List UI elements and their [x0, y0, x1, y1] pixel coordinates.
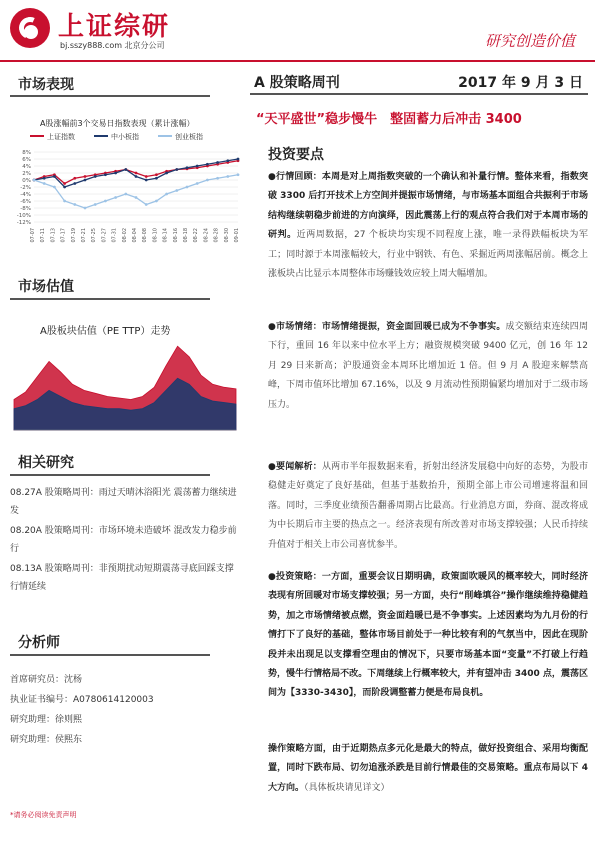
x-tick-label: 09-01	[234, 228, 240, 243]
data-point	[226, 175, 229, 178]
y-tick-label: 2%	[22, 171, 31, 177]
data-point	[196, 165, 199, 168]
y-tick-label: 8%	[22, 150, 31, 156]
y-tick-label: -2%	[20, 185, 31, 191]
data-point	[145, 203, 148, 206]
x-tick-label: 08-14	[162, 228, 169, 243]
data-point	[124, 193, 127, 196]
data-point	[114, 172, 117, 175]
data-point	[94, 203, 97, 206]
x-tick-label: 08-18	[183, 228, 189, 243]
data-point	[124, 168, 127, 171]
chart2-title: A股板块估值（PE TTP）走势	[40, 326, 171, 337]
legend-label: 上证指数	[47, 133, 75, 141]
data-point	[155, 200, 158, 203]
paragraph-bold: ●要闻解析：	[268, 462, 322, 472]
data-point	[226, 159, 229, 162]
data-point	[73, 203, 76, 206]
data-point	[175, 189, 178, 192]
data-point	[53, 175, 56, 178]
y-tick-label: -12%	[16, 220, 31, 226]
data-point	[84, 175, 87, 178]
brand-subtitle: bj.sszy888.com 北京分公司	[60, 41, 165, 50]
valuation-title: 市场估值	[18, 279, 74, 295]
data-point	[84, 207, 87, 210]
headline: “天平盛世”稳步慢牛 整固蓄力后冲击 3400	[256, 112, 522, 127]
valuation-rule	[10, 298, 210, 300]
legend-label: 创业板指	[175, 133, 203, 141]
analyst-rule	[10, 654, 210, 656]
paragraph-text: 成交额结束连续四周下行，重回 16 年以来中位水平上方；融资规模突破 9400 亿元，创 16 年 12 月 29 日来新高；沪股通资金本周环比增加近 1 倍。但 9 月 A 股迎来解禁高峰，下周市值环比增加 67.16%，以及 9 月流动性预期偏紧均增加对于二级市场压力。	[268, 322, 588, 410]
x-tick-label: 08-28	[213, 228, 220, 243]
data-point	[53, 186, 56, 189]
x-tick-label: 08-22	[193, 228, 200, 243]
data-point	[175, 168, 178, 171]
paragraph-bold: ●行情回顾：本周是对上周指数突破的一个确认和补量行情。整体来看，指数突破 3300 后打开技术上方空间并提振市场情绪，与市场基本面组合共振利于市场结构继续朝稳步前进的方向演绎，因此震荡上行的观点符合我们对于本周市场的研判。	[268, 172, 588, 241]
disclaimer: *请务必阅读免责声明	[10, 811, 77, 819]
paragraph-strategy	[268, 568, 588, 704]
x-tick-label: 08-08	[142, 228, 149, 243]
related-rule	[10, 474, 210, 476]
x-tick-label: 07-11	[40, 228, 47, 243]
data-point	[165, 193, 168, 196]
data-point	[186, 186, 189, 189]
y-tick-label: 0%	[22, 178, 31, 184]
data-point	[33, 179, 36, 182]
weekly-title: A 股策略周刊	[254, 75, 340, 91]
valuation-chart	[8, 338, 240, 438]
data-point	[135, 172, 138, 175]
x-tick-label: 07-17	[60, 228, 67, 243]
paragraph-sentiment	[268, 318, 588, 415]
related-title: 相关研究	[18, 455, 74, 471]
y-tick-label: -4%	[20, 192, 31, 198]
related-item[interactable]: 08.27A 股策略周刊：雨过天晴沐浴阳光 震荡蓄力继续进发	[10, 488, 237, 516]
x-tick-label: 08-16	[172, 228, 179, 243]
chart1-title: A股涨幅前3个交易日指数表现（累计涨幅）	[40, 119, 195, 128]
x-tick-label: 07-31	[111, 228, 118, 243]
paragraph-bold: 操作策略方面，由于近期热点多元化是最大的特点，做好投资组合、采用均衡配置，同时下跌布局、切勿追涨杀跌是目前行情最佳的交易策略。重点布局以下 4 大方向。	[268, 744, 588, 793]
market-rule	[10, 95, 210, 97]
paragraph-operation	[268, 740, 588, 798]
paragraph-text: 近两周数据，27 个板块均实现不同程度上涨，唯一录得跌幅板块为军工；同时源于本周涨幅较大，行业中钢铁、有色、采掘近两周涨幅居前。概念上涨板块占比显示本周整体市场赚钱效应较上周大幅增加。	[268, 230, 588, 280]
data-point	[237, 173, 240, 176]
company-logo	[10, 8, 50, 48]
analyst-info: 研究助理：侯熙东	[10, 735, 83, 745]
x-tick-label: 08-30	[223, 228, 230, 243]
data-point	[63, 182, 66, 185]
data-point	[73, 182, 76, 185]
paragraph-bold: ●投资策略：一方面，重要会议日期明确，政策面吹暖风的概率较大，同时经济表现有所回暖对市场支撑较强；另一方面，央行“削峰填谷”操作继续维持稳健趋势，加之市场情绪被点燃，资金面趋暖已是不争事实。上述因素均为九月份的行情打下了良好的基础，整体市场目前处于一种比较有利的气氛当中，因此在现阶段并未出现足以支撑看空理由的情况下，只要市场基本面“变量”不打破上行趋势，慢牛行情格局不改。下周继续上行概率较大，并有望冲击 3400 点，震荡区间为【3330-3430】，而阶段调整蓄力便是布局良机。	[268, 572, 588, 699]
main-divider	[250, 93, 588, 95]
data-point	[145, 179, 148, 182]
y-tick-label: -10%	[16, 213, 31, 219]
index-performance-chart	[8, 128, 240, 254]
paragraph-text: 从两市半年报数据来看，折射出经济发展稳中向好的态势，为股市稳健走好奠定了良好基础，但基于基数抬升，预期全部上市公司增速将温和回落。同时，三季度业绩预告翻番周期占比最高。行业消息方面，券商、混改将成为中长期后市主要的热点之一。经济表现有所改善对市场支撑较强；人民币持续升值对于相关上市公司喜忧参半。	[268, 462, 588, 550]
section-title: 投资要点	[268, 147, 324, 163]
y-tick-label: 6%	[22, 157, 31, 163]
data-point	[216, 177, 219, 180]
analyst-info: 执业证书编号：A0780614120003	[10, 695, 154, 705]
slogan: 研究创造价值	[484, 32, 575, 50]
paragraph-review	[268, 168, 588, 284]
data-point	[155, 177, 158, 180]
data-point	[104, 200, 107, 203]
data-point	[237, 158, 240, 161]
x-tick-label: 08-02	[121, 228, 128, 243]
x-tick-label: 07-07	[30, 228, 36, 243]
x-tick-label: 08-24	[203, 228, 210, 243]
paragraph-text: （具体板块请见详文）	[304, 782, 390, 793]
y-tick-label: -6%	[20, 199, 31, 205]
related-item[interactable]: 08.20A 股策略周刊：市场环境未造破坏 混改发力稳步前行	[10, 526, 237, 554]
analyst-title: 分析师	[18, 635, 60, 651]
brand-name: 上证综研	[58, 12, 171, 42]
data-point	[196, 182, 199, 185]
y-tick-label: 4%	[22, 164, 31, 170]
data-point	[206, 179, 209, 182]
analyst-info: 首席研究员：沈杨	[10, 675, 83, 685]
data-point	[206, 163, 209, 166]
header-divider	[0, 60, 595, 62]
data-point	[216, 161, 219, 164]
data-point	[63, 200, 66, 203]
data-point	[186, 166, 189, 169]
data-point	[114, 196, 117, 199]
paragraph-news	[268, 458, 588, 555]
x-tick-label: 08-10	[152, 228, 159, 243]
data-point	[73, 177, 76, 180]
x-tick-label: 07-13	[50, 228, 57, 243]
x-tick-label: 08-04	[132, 228, 138, 243]
market-title: 市场表现	[18, 77, 74, 93]
x-tick-label: 07-19	[70, 228, 77, 243]
data-point	[135, 175, 138, 178]
report-date: 2017 年 9 月 3 日	[458, 75, 583, 91]
data-point	[145, 175, 148, 178]
data-point	[63, 186, 66, 189]
data-point	[43, 182, 46, 185]
x-tick-label: 07-25	[91, 228, 98, 243]
data-point	[84, 179, 87, 182]
y-tick-label: -8%	[20, 206, 31, 212]
data-point	[165, 172, 168, 175]
x-tick-label: 07-27	[101, 228, 108, 243]
x-tick-label: 07-21	[81, 228, 87, 243]
data-point	[43, 177, 46, 180]
data-point	[104, 173, 107, 176]
related-item[interactable]: 08.13A 股策略周刊：非预期扰动短期震荡寻底回踩支撑行情延续	[10, 564, 234, 592]
data-point	[94, 175, 97, 178]
data-point	[135, 196, 138, 199]
analyst-info: 研究助理：徐则熙	[10, 715, 83, 725]
data-point	[155, 173, 158, 176]
legend-label: 中小板指	[111, 133, 139, 141]
paragraph-bold: ●市场情绪：市场情绪提振，资金面回暖已成为不争事实。	[268, 322, 506, 332]
